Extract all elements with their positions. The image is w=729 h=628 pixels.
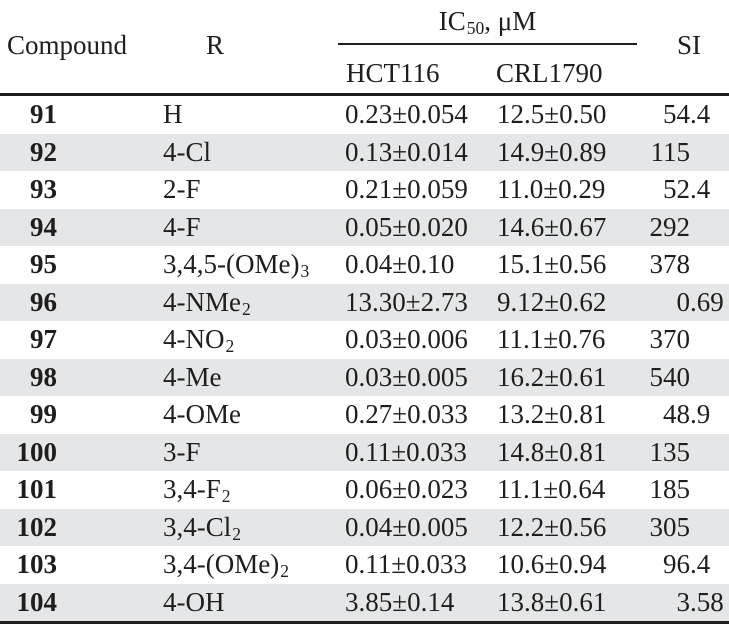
si-cell bbox=[540, 96, 729, 134]
compound-cell: 96 bbox=[30, 286, 57, 317]
bottom-rule bbox=[0, 621, 729, 624]
hct116-ic50-cell: 0.05±0.020 bbox=[345, 211, 468, 242]
si-integer-part: 0 bbox=[676, 286, 690, 317]
si-cell bbox=[540, 284, 729, 322]
table-row bbox=[0, 546, 729, 584]
compound-cell: 99 bbox=[30, 399, 57, 429]
table-row bbox=[0, 284, 729, 322]
r-group-subscript: 2 bbox=[225, 336, 235, 357]
r-group-cell: 3-F bbox=[163, 436, 201, 467]
si-integer-part: 292 bbox=[649, 211, 690, 242]
table-row bbox=[0, 584, 729, 622]
compound-cell: 104 bbox=[16, 586, 57, 617]
table-row bbox=[0, 209, 729, 247]
table-row bbox=[0, 171, 729, 209]
r-column-header: R bbox=[205, 30, 224, 60]
r-group-cell: 4-OMe bbox=[163, 399, 241, 429]
cell-line-subheaders bbox=[338, 45, 637, 95]
si-integer-part: 135 bbox=[649, 436, 690, 467]
r-group-subscript: 2 bbox=[221, 486, 231, 507]
hct116-ic50-cell: 0.06±0.023 bbox=[345, 474, 468, 504]
r-group-cell: $3,4-Cl_2$ bbox=[163, 511, 242, 544]
crl1790-ic50-cell: 16.2±0.61 bbox=[497, 361, 607, 392]
crl1790-ic50-cell: 14.8±0.81 bbox=[497, 436, 607, 467]
si-cell bbox=[540, 509, 729, 547]
si-cell bbox=[540, 471, 729, 509]
compound-cell: 93 bbox=[30, 174, 57, 204]
si-fraction-part: .4 bbox=[690, 549, 711, 579]
r-group-cell: $3,4-(OMe)_2$ bbox=[163, 549, 289, 582]
compound-cell: 98 bbox=[30, 361, 57, 392]
crl1790-ic50-cell: 10.6±0.94 bbox=[497, 549, 607, 579]
crl1790-ic50-cell: 14.6±0.67 bbox=[497, 211, 607, 242]
si-integer-part: 54 bbox=[663, 99, 690, 129]
hct116-ic50-cell: 0.03±0.006 bbox=[345, 324, 468, 354]
compound-cell: 91 bbox=[30, 99, 57, 129]
compound-cell: 95 bbox=[30, 249, 57, 279]
table-row bbox=[0, 471, 729, 509]
compound-cell: 103 bbox=[16, 549, 57, 579]
r-group-subscript: 2 bbox=[280, 561, 289, 582]
table-row bbox=[0, 321, 729, 359]
hct116-ic50-cell: 13.30±2.73 bbox=[345, 286, 468, 317]
si-fraction-part: .9 bbox=[690, 399, 711, 429]
compound-cell: 92 bbox=[30, 136, 57, 167]
compound-column-header: Compound bbox=[7, 30, 128, 60]
compound-cell: 100 bbox=[16, 436, 57, 467]
r-group-cell: 4-OH bbox=[163, 586, 225, 617]
hct116-column-header: HCT116 bbox=[346, 58, 440, 88]
si-integer-part: 370 bbox=[649, 324, 690, 354]
si-cell bbox=[540, 134, 729, 172]
compound-cell: 102 bbox=[16, 511, 57, 542]
ic50-suffix: , μM bbox=[484, 6, 537, 36]
crl1790-ic50-cell: 11.1±0.64 bbox=[497, 474, 606, 504]
crl1790-ic50-cell: 12.2±0.56 bbox=[497, 511, 607, 542]
ic50-unit-header bbox=[338, 0, 637, 45]
si-integer-part: 52 bbox=[663, 174, 690, 204]
r-group-cell: 4-Me bbox=[163, 361, 222, 392]
table-row bbox=[0, 509, 729, 547]
r-group-cell: 4-Cl bbox=[163, 136, 212, 167]
crl1790-ic50-cell: 13.8±0.61 bbox=[497, 586, 607, 617]
si-integer-part: 305 bbox=[649, 511, 690, 542]
table-body bbox=[0, 96, 729, 621]
compound-cell: 94 bbox=[30, 211, 57, 242]
hct116-ic50-cell: 0.13±0.014 bbox=[345, 136, 468, 167]
crl1790-ic50-cell: 13.2±0.81 bbox=[497, 399, 607, 429]
si-cell bbox=[540, 171, 729, 209]
si-column-header: SI bbox=[676, 30, 701, 60]
hct116-ic50-cell: 0.23±0.054 bbox=[345, 99, 468, 129]
si-fraction-part: .4 bbox=[690, 99, 711, 129]
crl1790-ic50-cell: 14.9±0.89 bbox=[497, 136, 607, 167]
ic50-prefix: IC bbox=[438, 6, 466, 36]
si-integer-part: 185 bbox=[649, 474, 690, 504]
r-group-cell: 4-F bbox=[163, 211, 201, 242]
ic50-header-group bbox=[338, 0, 637, 95]
si-cell bbox=[540, 321, 729, 359]
hct116-ic50-cell: 0.04±0.005 bbox=[345, 511, 468, 542]
si-integer-part: 540 bbox=[649, 361, 690, 392]
table-row bbox=[0, 246, 729, 284]
si-cell bbox=[540, 434, 729, 472]
crl1790-ic50-cell: 15.1±0.56 bbox=[497, 249, 607, 279]
si-cell bbox=[540, 359, 729, 397]
si-integer-part: 96 bbox=[663, 549, 690, 579]
table-row bbox=[0, 434, 729, 472]
r-group-subscript: 2 bbox=[232, 523, 242, 544]
crl1790-ic50-cell: 11.0±0.29 bbox=[497, 174, 606, 204]
si-fraction-part: .4 bbox=[690, 174, 711, 204]
r-group-cell: 2-F bbox=[163, 174, 201, 204]
hct116-ic50-cell: 3.85±0.14 bbox=[345, 586, 455, 617]
r-group-cell: $3,4,5-(OMe)_3$ bbox=[163, 249, 310, 282]
si-cell bbox=[540, 584, 729, 622]
r-group-cell: 4-NMe$_2$ bbox=[163, 286, 251, 319]
table-row bbox=[0, 96, 729, 134]
crl1790-ic50-cell: 11.1±0.76 bbox=[497, 324, 606, 354]
crl1790-ic50-cell: 12.5±0.50 bbox=[497, 99, 607, 129]
si-cell bbox=[540, 546, 729, 584]
table-row bbox=[0, 359, 729, 397]
compound-cell: 97 bbox=[30, 324, 57, 354]
si-cell bbox=[540, 396, 729, 434]
hct116-ic50-cell: 0.11±0.033 bbox=[345, 549, 467, 579]
hct116-ic50-cell: 0.27±0.033 bbox=[345, 399, 468, 429]
ic50-subscript: 50 bbox=[466, 18, 485, 39]
si-fraction-part: .58 bbox=[690, 586, 724, 617]
crl1790-column-header: CRL1790 bbox=[496, 58, 603, 88]
crl1790-ic50-cell: 9.12±0.62 bbox=[497, 286, 607, 317]
table-row bbox=[0, 134, 729, 172]
si-cell bbox=[540, 209, 729, 247]
r-group-subscript: 3 bbox=[300, 261, 310, 282]
si-integer-part: 378 bbox=[649, 249, 690, 279]
si-cell bbox=[540, 246, 729, 284]
r-group-cell: $3,4-F_2$ bbox=[163, 474, 231, 507]
r-group-cell: $4-NO_2$ bbox=[163, 324, 235, 357]
r-group-cell: H bbox=[163, 99, 183, 129]
hct116-ic50-cell: 0.21±0.059 bbox=[345, 174, 468, 204]
si-integer-part: 48 bbox=[663, 399, 690, 429]
si-fraction-part: .69 bbox=[690, 286, 724, 317]
table-row bbox=[0, 396, 729, 434]
si-integer-part: 3 bbox=[676, 586, 690, 617]
hct116-ic50-cell: 0.11±0.033 bbox=[345, 436, 467, 467]
hct116-ic50-cell: 0.03±0.005 bbox=[345, 361, 468, 392]
compound-cell: 101 bbox=[16, 474, 57, 504]
hct116-ic50-cell: 0.04±0.10 bbox=[345, 249, 455, 279]
si-integer-part: 115 bbox=[650, 136, 690, 167]
r-group-subscript: 2 bbox=[241, 298, 251, 319]
